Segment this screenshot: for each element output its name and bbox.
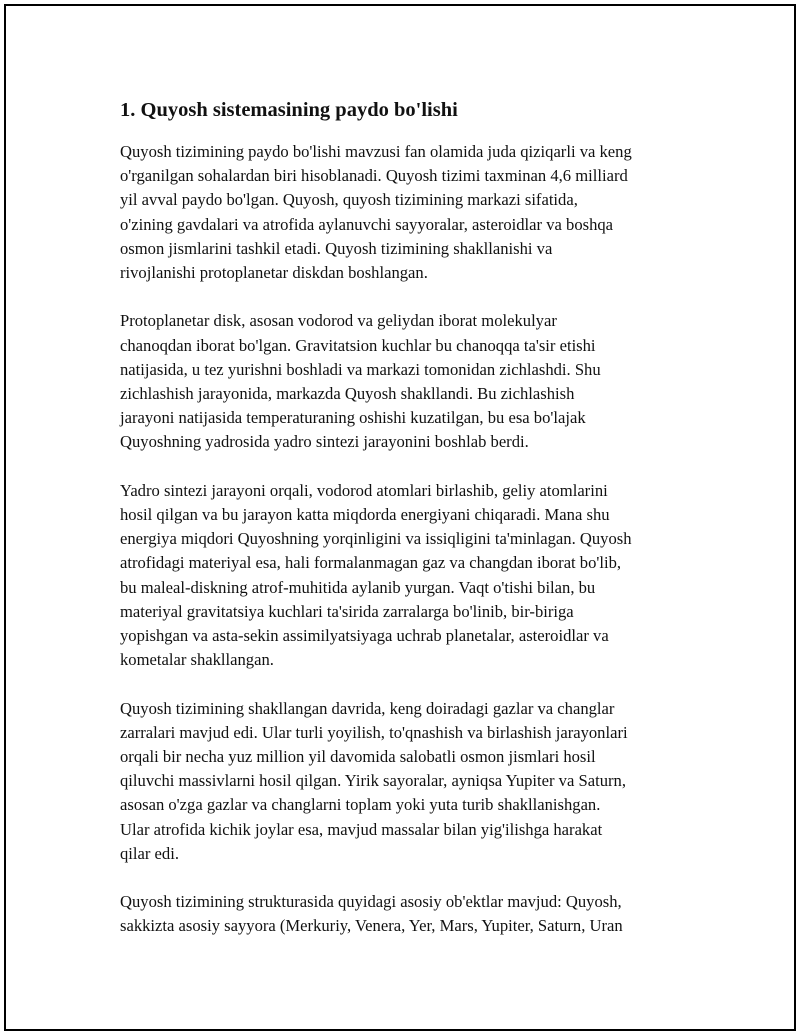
text-line: materiyal gravitatsiya kuchlari ta'sirida zarralarga bo'linib, bir-biriga	[120, 601, 574, 621]
paragraph-3	[120, 479, 705, 673]
text-line: rivojlanishi protoplanetar diskdan boshlangan.	[120, 263, 428, 283]
paragraph-4	[120, 697, 705, 866]
text-line: zarralari mavjud edi. Ular turli yoyilish, to'qnashish va birlashish jarayonlari	[120, 722, 628, 742]
text-line: o'zining gavdalari va atrofida aylanuvchi sayyoralar, asteroidlar va boshqa	[120, 214, 614, 234]
paragraph-2	[120, 309, 705, 454]
text-line: energiya miqdori Quyoshning yorqinligini va issiqligini ta'minlagan. Quyosh	[120, 529, 632, 549]
paragraph-5	[120, 890, 705, 938]
text-line: Yadro sintezi jarayoni orqali, vodorod atomlari birlashib, geliy atomlarini	[120, 480, 608, 500]
text-line: orqali bir necha yuz million yil davomida salobatli osmon jismlari hosil	[120, 747, 596, 767]
text-line: Quyosh tizimining shakllangan davrida, keng doiradagi gazlar va changlar	[120, 698, 615, 718]
text-line: bu maleal-diskning atrof-muhitida aylanib yurgan. Vaqt o'tishi bilan, bu	[120, 577, 596, 597]
text-line: chanoqdan iborat bo'lgan. Gravitatsion kuchlar bu chanoqqa ta'sir etishi	[120, 335, 596, 355]
text-line: Quyoshning yadrosida yadro sintezi jarayonini boshlab berdi.	[120, 432, 529, 452]
text-line: hosil qilgan va bu jarayon katta miqdorda energiyani chiqaradi. Mana shu	[120, 505, 610, 525]
text-line: qilar edi.	[120, 843, 179, 863]
text-line: Protoplanetar disk, asosan vodorod va geliydan iborat molekulyar	[120, 311, 557, 331]
text-line: sakkizta asosiy sayyora (Merkuriy, Venera, Yer, Mars, Yupiter, Saturn, Uran	[120, 916, 623, 936]
document-body	[120, 96, 705, 963]
text-line: natijasida, u tez yurishni boshladi va markazi tomonidan zichlashdi. Shu	[120, 359, 601, 379]
text-line: jarayoni natijasida temperaturaning oshishi kuzatilgan, bu esa bo'lajak	[120, 408, 586, 428]
text-line: atrofidagi materiyal esa, hali formalanmagan gaz va changdan iborat bo'lib,	[120, 553, 622, 573]
text-line: asosan o'zga gazlar va changlarni toplam yoki yuta turib shakllanishgan.	[120, 795, 601, 815]
text-line: qiluvchi massivlarni hosil qilgan. Yirik sayoralar, ayniqsa Yupiter va Saturn,	[120, 771, 626, 791]
text-line: kometalar shakllangan.	[120, 650, 274, 670]
text-line: Quyosh tizimining strukturasida quyidagi asosiy ob'ektlar mavjud: Quyosh,	[120, 892, 622, 912]
text-line: Quyosh tizimining paydo bo'lishi mavzusi fan olamida juda qiziqarli va keng	[120, 142, 632, 161]
text-line: yil avval paydo bo'lgan. Quyosh, quyosh tizimining markazi sifatida,	[120, 190, 578, 210]
paragraph-1	[120, 140, 705, 285]
text-line: osmon jismlarini tashkil etadi. Quyosh tizimining shakllanishi va	[120, 238, 553, 258]
text-line: Ular atrofida kichik joylar esa, mavjud massalar bilan yig'ilishga harakat	[120, 819, 603, 839]
page-frame	[4, 4, 796, 1031]
text-line: o'rganilgan sohalardan biri hisoblanadi. Quyosh tizimi taxminan 4,6 milliard	[120, 166, 628, 186]
text-line: zichlashish jarayonida, markazda Quyosh shakllandi. Bu zichlashish	[120, 384, 575, 404]
section-heading: 1. Quyosh sistemasining paydo bo'lishi	[120, 99, 458, 121]
text-line: yopishgan va asta-sekin assimilyatsiyaga uchrab planetalar, asteroidlar va	[120, 626, 609, 646]
